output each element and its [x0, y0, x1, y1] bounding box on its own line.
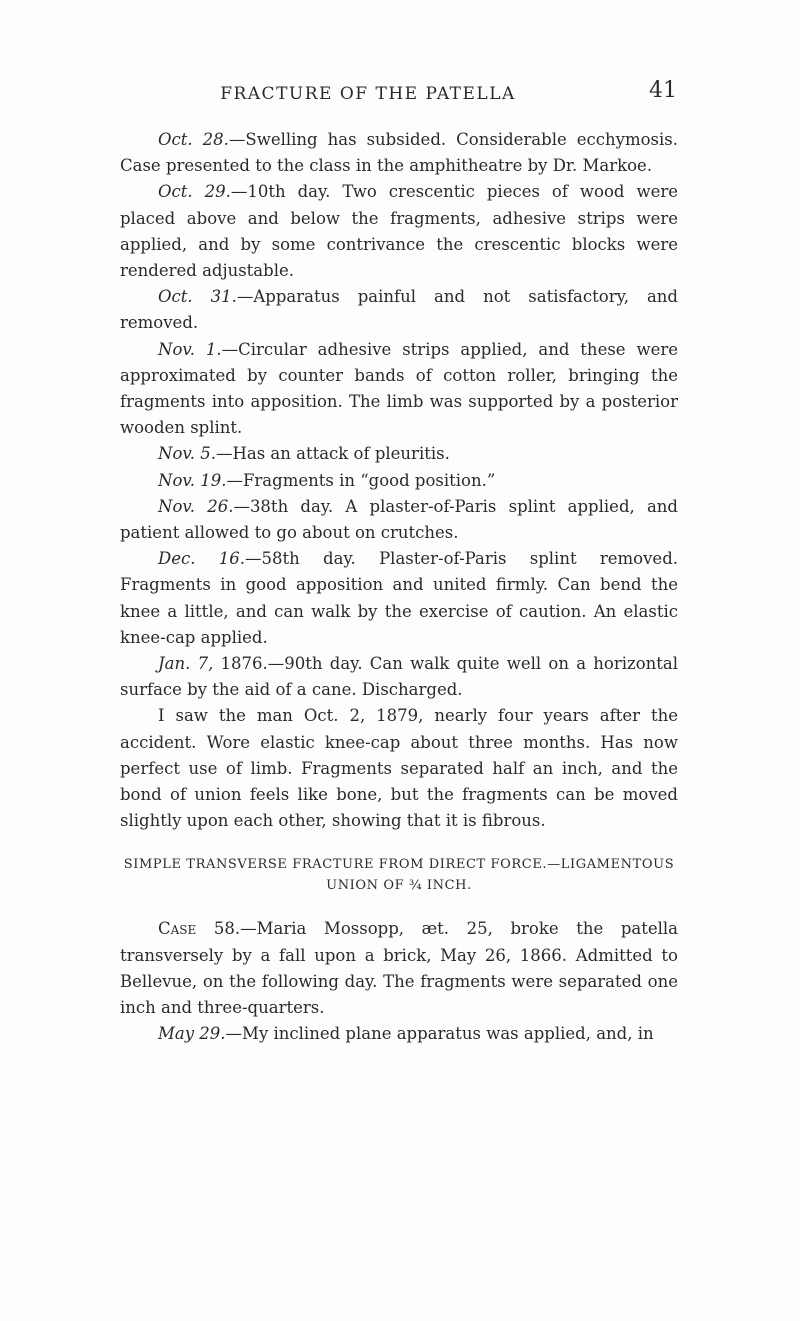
entry-text: —Fragments in “good position.” — [226, 470, 496, 490]
entry-date: May 29. — [158, 1024, 226, 1044]
entry-nov-1 — [120, 337, 678, 442]
case-text: —Maria Mossopp, æt. 25, broke the patella transversely by a fall upon a brick, May 26, 1866. Admitted to Bellevue, on the following day. The fragments were separated one inch and three-quarters. — [120, 919, 679, 1018]
entry-oct-29 — [120, 179, 678, 284]
followup-paragraph: I saw the man Oct. 2, 1879, nearly four years after the accident. Wore elastic knee-cap about three months. Has now perfect use of limb. Fragments separated half an inch, and the bond of union feels like bone, but the fragments can be moved slightly upon each other, showing that it is fibrous. — [120, 706, 678, 831]
entry-date: Nov. 5. — [158, 444, 216, 464]
entry-text: —58th day. Plaster-of-Paris splint removed. Fragments in good apposition and united firmly. Can bend the knee a little, and can walk by the exercise of caution. An elastic knee-cap applied. — [120, 549, 678, 647]
entry-date: Dec. 16. — [158, 549, 245, 569]
entry-nov-26 — [120, 494, 678, 546]
entry-text: —Circular adhesive strips applied, and these were approximated by counter bands of cotton roller, bringing the fragments into apposition. The limb was supported by a posterior wooden splint. — [120, 339, 678, 438]
entry-text: —My inclined plane apparatus was applied, and, in — [225, 1024, 654, 1044]
section-heading — [120, 854, 678, 896]
page-number: 41 — [649, 78, 677, 103]
entry-oct-31 — [120, 284, 678, 336]
entry-text: —Swelling has subsided. Considerable ecchymosis. Case presented to the class in the amphitheatre by Dr. Markoe. — [120, 130, 678, 176]
entry-date: Jan. 7, — [158, 654, 214, 674]
entry-nov-5 — [120, 441, 678, 467]
entry-text: —10th day. Two crescentic pieces of wood were placed above and below the fragments, adhesive strips were applied, and by some contrivance the crescentic blocks were rendered adjustable. — [120, 182, 678, 281]
case-label: Case 58. — [158, 919, 241, 939]
entry-dec-16 — [120, 546, 678, 651]
entry-jan-7 — [120, 651, 678, 703]
section-heading-line-1: SIMPLE TRANSVERSE FRACTURE FROM DIRECT FORCE.—LIGAMENTOUS — [123, 857, 675, 873]
entry-text: 1876.—90th day. Can walk quite well on a horizontal surface by the aid of a cane. Discharged. — [120, 654, 679, 700]
page-body — [120, 127, 678, 1048]
entry-date: Nov. 26. — [158, 496, 234, 516]
running-title: FRACTURE OF THE PATELLA — [220, 84, 516, 104]
entry-text: —Apparatus painful and not satisfactory, and removed. — [120, 287, 678, 333]
entry-text: —Has an attack of pleuritis. — [215, 444, 450, 464]
entry-may-29 — [120, 1021, 678, 1047]
entry-date: Nov. 1. — [158, 339, 222, 359]
entry-nov-19 — [120, 468, 678, 494]
section-heading-line-2: UNION OF ¾ INCH. — [326, 878, 472, 894]
entry-text: —38th day. A plaster-of-Paris splint applied, and patient allowed to go about on crutches. — [120, 496, 678, 543]
entry-date: Nov. 19. — [158, 470, 227, 490]
entry-oct-28 — [120, 127, 678, 179]
entry-date: Oct. 28. — [158, 130, 229, 149]
entry-date: Oct. 31. — [158, 287, 237, 307]
case-58-paragraph — [120, 916, 678, 1021]
entry-date: Oct. 29. — [158, 182, 231, 202]
